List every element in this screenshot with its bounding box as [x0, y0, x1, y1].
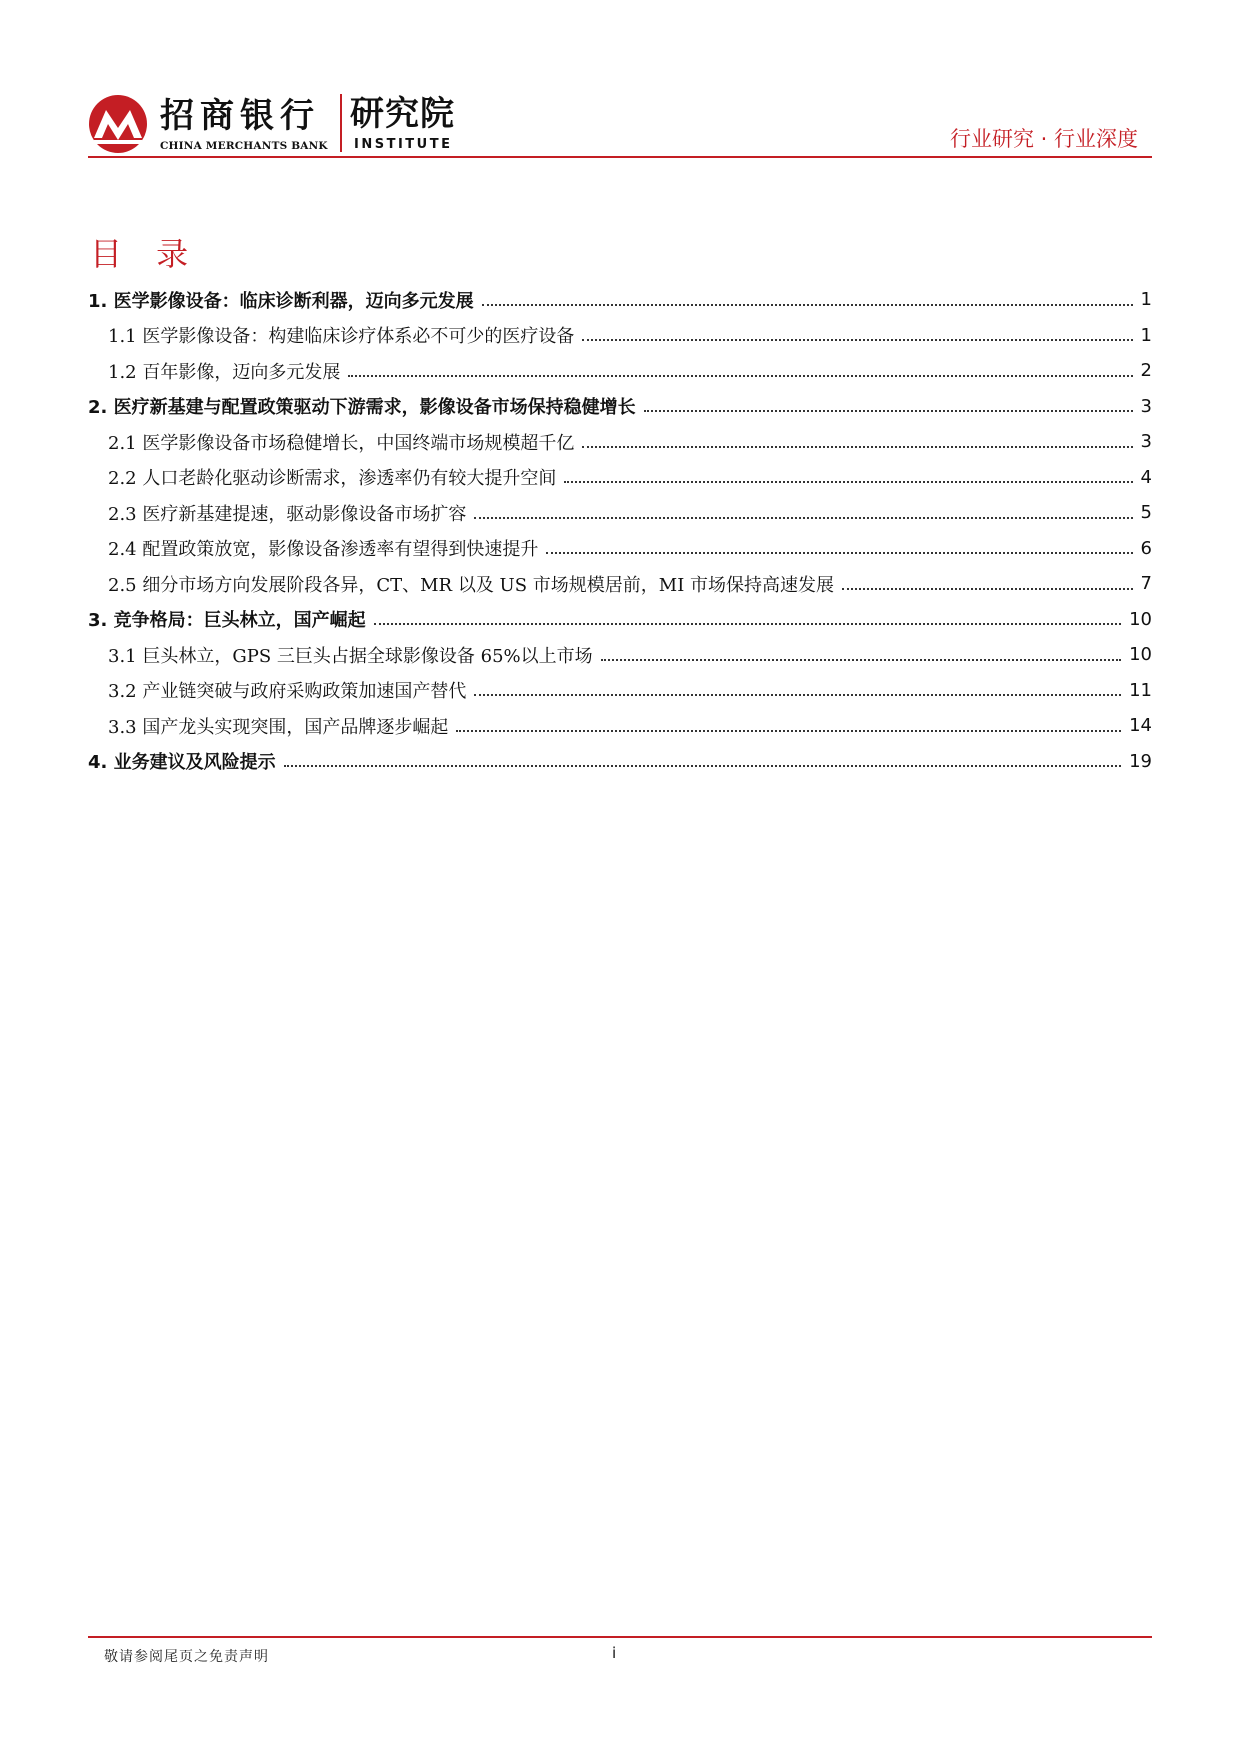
toc-leader	[474, 694, 1121, 696]
toc-entry[interactable]	[88, 460, 1152, 496]
toc-entry-text: 2.4 配置政策放宽，影像设备渗透率有望得到快速提升	[108, 539, 539, 561]
toc-entry[interactable]	[88, 318, 1152, 354]
toc-entry-page: 11	[1129, 679, 1152, 701]
toc-entry[interactable]	[88, 708, 1152, 744]
footer-divider	[88, 1636, 1152, 1638]
toc-entry-page: 10	[1129, 608, 1152, 630]
toc-entry-text: 3. 竞争格局：巨头林立，国产崛起	[88, 610, 366, 632]
toc-entry[interactable]	[88, 282, 1152, 318]
toc-entry[interactable]	[88, 744, 1152, 780]
toc-entry-text: 4. 业务建议及风险提示	[88, 752, 276, 774]
toc-entry-page: 19	[1129, 750, 1152, 772]
toc-leader	[474, 517, 1132, 519]
toc-entry-page: 6	[1140, 537, 1152, 559]
page-header	[88, 92, 1152, 158]
toc-entry-page: 4	[1140, 466, 1152, 488]
institute-name-cn: 研究院	[350, 94, 455, 134]
bank-name-en: CHINA MERCHANTS BANK	[160, 140, 328, 152]
bank-name-cn: 招商银行	[160, 96, 320, 136]
toc-entry[interactable]	[88, 673, 1152, 709]
toc-entry-text: 2.2 人口老龄化驱动诊断需求，渗透率仍有较大提升空间	[108, 468, 557, 490]
toc-entry-page: 3	[1140, 395, 1152, 417]
toc-entry[interactable]	[88, 389, 1152, 425]
toc-leader	[644, 410, 1133, 412]
toc-title: 目 录	[90, 235, 201, 273]
report-type: 行业研究 · 行业深度	[949, 127, 1138, 151]
toc-entry-page: 7	[1140, 573, 1152, 595]
logo-divider	[340, 94, 342, 152]
toc-leader	[284, 765, 1121, 767]
toc-entry-page: 10	[1129, 644, 1152, 666]
toc-entry-page: 3	[1140, 431, 1152, 453]
toc-leader	[456, 730, 1121, 732]
disclaimer-note: 敬请参阅尾页之免责声明	[104, 1649, 269, 1665]
header-divider	[88, 156, 1152, 158]
toc-entry-text: 1.1 医学影像设备：构建临床诊疗体系必不可少的医疗设备	[108, 326, 575, 348]
toc-entry-page: 1	[1140, 289, 1152, 311]
toc-entry-page: 5	[1140, 502, 1152, 524]
toc-entry-text: 2.1 医学影像设备市场稳健增长，中国终端市场规模超千亿	[108, 432, 575, 454]
cmb-logo-icon	[88, 94, 148, 154]
toc-entry-text: 1.2 百年影像，迈向多元发展	[108, 361, 341, 383]
toc-entry-text: 2.5 细分市场方向发展阶段各异，CT、MR 以及 US 市场规模居前，MI 市场保持高速发展	[108, 574, 835, 596]
toc-leader	[842, 588, 1133, 590]
toc-entry-text: 2.3 医疗新基建提速，驱动影像设备市场扩容	[108, 503, 467, 525]
toc-entry-text: 1. 医学影像设备：临床诊断利器，迈向多元发展	[88, 290, 474, 312]
toc-entry[interactable]	[88, 602, 1152, 638]
toc-entry[interactable]	[88, 424, 1152, 460]
page-number: i	[612, 1644, 617, 1662]
table-of-contents	[88, 282, 1152, 779]
toc-entry[interactable]	[88, 531, 1152, 567]
toc-leader	[374, 623, 1121, 625]
toc-entry-text: 3.2 产业链突破与政府采购政策加速国产替代	[108, 681, 467, 703]
toc-entry-page: 14	[1129, 715, 1152, 737]
toc-entry[interactable]	[88, 353, 1152, 389]
toc-leader	[348, 375, 1132, 377]
toc-entry[interactable]	[88, 566, 1152, 602]
toc-entry-text: 3.1 巨头林立，GPS 三巨头占据全球影像设备 65%以上市场	[108, 645, 593, 667]
toc-leader	[482, 304, 1133, 306]
toc-entry[interactable]	[88, 495, 1152, 531]
toc-leader	[582, 446, 1132, 448]
toc-entry-text: 2. 医疗新基建与配置政策驱动下游需求，影像设备市场保持稳健增长	[88, 397, 636, 419]
toc-entry-page: 2	[1140, 360, 1152, 382]
toc-leader	[601, 659, 1121, 661]
toc-entry-page: 1	[1140, 324, 1152, 346]
toc-leader	[564, 481, 1132, 483]
toc-leader	[546, 552, 1132, 554]
institute-name-en: INSTITUTE	[354, 137, 453, 152]
toc-entry-text: 3.3 国产龙头实现突围，国产品牌逐步崛起	[108, 716, 449, 738]
toc-entry[interactable]	[88, 637, 1152, 673]
toc-leader	[582, 339, 1132, 341]
